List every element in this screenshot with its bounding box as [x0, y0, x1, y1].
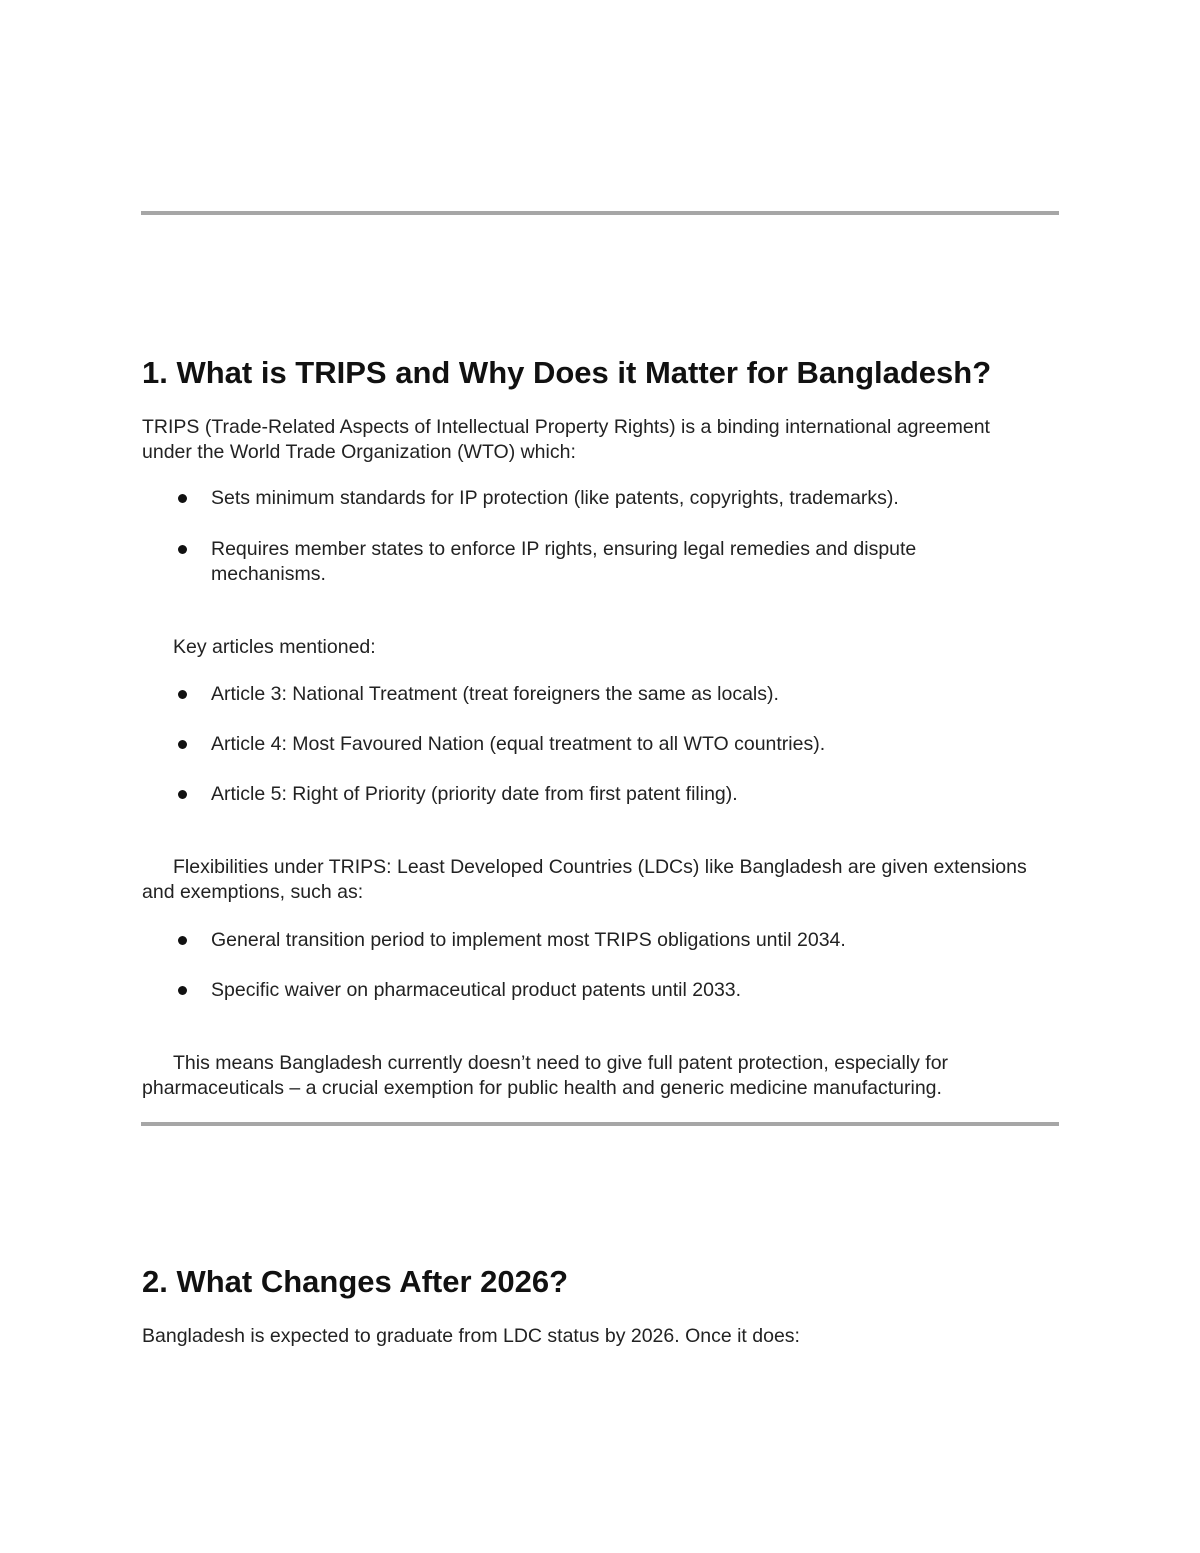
conclusion-paragraph: This means Bangladesh currently doesn’t need to give full patent protection, especially for pharmaceuticals – a crucial exemption for public health and generic medicine manufacturing. — [142, 1052, 949, 1099]
bullet-icon — [178, 690, 187, 699]
list-item — [211, 782, 1021, 807]
list-item — [211, 682, 1021, 707]
section-1-intro: TRIPS (Trade-Related Aspects of Intellectual Property Rights) is a binding international agreement under the World Trade Organization (WTO) which: — [142, 416, 990, 463]
list-item-text: Article 5: Right of Priority (priority date from first patent filing). — [211, 783, 738, 805]
bullet-icon — [178, 790, 187, 799]
list-item-text: General transition period to implement most TRIPS obligations until 2034. — [211, 929, 846, 951]
list-item-text: Specific waiver on pharmaceutical product patents until 2033. — [211, 979, 742, 1001]
section-1-heading: 1. What is TRIPS and Why Does it Matter for Bangladesh? — [142, 355, 992, 390]
bullet-icon — [178, 545, 187, 554]
key-articles-label: Key articles mentioned: — [173, 636, 376, 658]
list-item-text: Requires member states to enforce IP rights, ensuring legal remedies and dispute mechanisms. — [211, 538, 917, 585]
horizontal-rule-middle — [141, 1122, 1059, 1126]
bullet-icon — [178, 740, 187, 749]
list-item — [211, 928, 1021, 953]
list-item-text: Article 3: National Treatment (treat foreigners the same as locals). — [211, 683, 779, 705]
flexibilities-paragraph: Flexibilities under TRIPS: Least Developed Countries (LDCs) like Bangladesh are given extensions and exemptions, such as: — [142, 856, 1027, 903]
list-item — [211, 486, 1021, 511]
bullet-icon — [178, 986, 187, 995]
list-item-text: Article 4: Most Favoured Nation (equal treatment to all WTO countries). — [211, 733, 826, 755]
list-item — [211, 537, 1021, 586]
bullet-icon — [178, 936, 187, 945]
horizontal-rule-top — [141, 211, 1059, 215]
list-item-text: Sets minimum standards for IP protection (like patents, copyrights, trademarks). — [211, 487, 899, 509]
bullet-icon — [178, 494, 187, 503]
section-2-intro: Bangladesh is expected to graduate from LDC status by 2026. Once it does: — [142, 1325, 800, 1347]
list-item — [211, 978, 1021, 1003]
list-item — [211, 732, 1021, 757]
section-2-heading: 2. What Changes After 2026? — [142, 1264, 569, 1299]
